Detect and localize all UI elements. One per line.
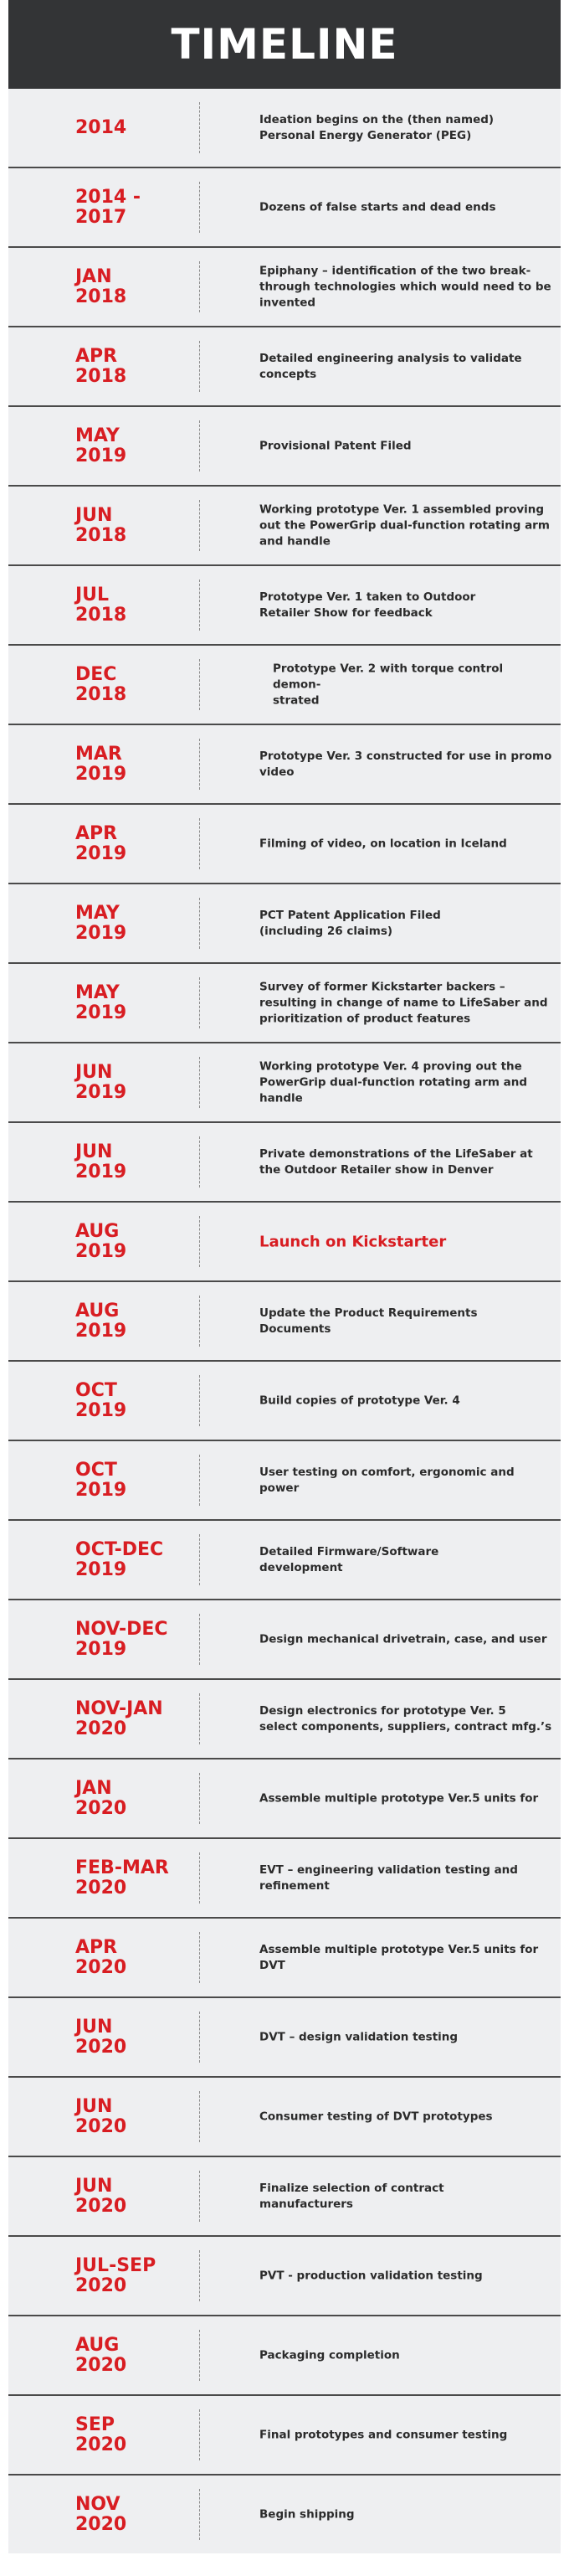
milestone-description: Detailed engineering analysis to validate concepts [259,351,522,381]
dashed-divider [199,341,200,392]
timeline-row [8,1123,561,1203]
dashed-divider [199,1057,200,1108]
dashed-divider [199,1852,200,1904]
milestone-date: 2014 - 2017 [75,186,141,228]
dashed-divider [199,102,200,153]
milestone-description: Private demonstrations of the LifeSaber at the Outdoor Retailer show in Denver [259,1146,533,1177]
milestone-date: AUG 2019 [75,1220,127,1262]
dashed-divider [199,2091,200,2142]
milestone-date: JAN 2020 [75,1777,127,1819]
milestone-date: MAY 2019 [75,425,127,466]
milestone-description: Survey of former Kickstarter backers – resulting in change of name to LifeSaber and prioritization of product features [259,980,548,1025]
dashed-divider [199,659,200,710]
milestone-date: JUN 2020 [75,2095,127,2137]
dashed-divider [199,500,200,551]
timeline-row [8,89,561,168]
dashed-divider [199,898,200,949]
timeline-row [8,1362,561,1441]
milestone-date: OCT 2019 [75,1379,127,1421]
dashed-divider [199,1136,200,1188]
dashed-divider [199,420,200,471]
dashed-divider [199,1216,200,1267]
milestone-description: Begin shipping [259,2507,355,2521]
dashed-divider [199,2012,200,2063]
milestone-description-highlight: Launch on Kickstarter [259,1233,447,1250]
dashed-divider [199,1296,200,1347]
dashed-divider [199,977,200,1028]
milestone-date: MAY 2019 [75,902,127,944]
timeline-row [8,1680,561,1759]
milestone-description: Assemble multiple prototype Ver.5 units for DVT [259,1942,539,1972]
timeline-row [8,407,561,487]
milestone-date: OCT 2019 [75,1459,127,1501]
milestone-date: JUN 2020 [75,2175,127,2217]
milestone-description: User testing on comfort, ergonomic and power [259,1465,515,1495]
milestone-description: PVT - production validation testing [259,2269,483,2282]
milestone-date: JUL-SEP 2020 [75,2254,156,2296]
milestone-date: FEB-MAR 2020 [75,1857,169,1899]
timeline-row [8,168,561,248]
dashed-divider [199,2171,200,2222]
milestone-description: Detailed Firmware/Software development [259,1544,439,1574]
milestone-description: Working prototype Ver. 4 proving out the PowerGrip dual-function rotating arm and handle [259,1059,528,1105]
milestone-date: APR 2019 [75,822,127,864]
milestone-date: 2014 [75,116,127,138]
milestone-description: Working prototype Ver. 1 assembled proving out the PowerGrip dual-function rotating arm and handle [259,502,550,548]
timeline-row [8,487,561,566]
milestone-description: Provisional Patent Filed [259,439,412,452]
milestone-description: EVT – engineering validation testing and refinement [259,1862,518,1893]
timeline-row [8,884,561,964]
dashed-divider [199,2409,200,2460]
timeline-row [8,964,561,1043]
timeline-row [8,1441,561,1521]
milestone-date: NOV-JAN 2020 [75,1698,163,1739]
timeline-header [8,0,561,89]
dashed-divider [199,1455,200,1506]
dashed-divider [199,261,200,312]
timeline-row [8,725,561,805]
milestone-description: Prototype Ver. 2 with torque control demon- strated [273,662,504,707]
milestone-date: MAR 2019 [75,743,127,785]
timeline-row [8,1839,561,1919]
timeline-infographic [8,0,561,2553]
timeline-row [8,1282,561,1362]
milestone-date: SEP 2020 [75,2414,127,2455]
timeline-row [8,1759,561,1839]
dashed-divider [199,2250,200,2301]
timeline-row [8,327,561,407]
dashed-divider [199,739,200,790]
milestone-description: Design mechanical drivetrain, case, and user [259,1632,547,1646]
milestone-date: JUN 2018 [75,504,127,546]
dashed-divider [199,2489,200,2540]
dashed-divider [199,580,200,631]
dashed-divider [199,1693,200,1744]
milestone-date: JUL 2018 [75,584,127,626]
timeline-row [8,2237,561,2316]
milestone-date: JAN 2018 [75,265,127,307]
timeline-row [8,1919,561,1998]
page-title: TIMELINE [171,20,398,69]
milestone-date: JUN 2019 [75,1061,127,1103]
milestone-description: Prototype Ver. 3 constructed for use in promo video [259,749,552,779]
dashed-divider [199,1773,200,1824]
timeline-row [8,1998,561,2078]
milestone-description: Update the Product Requirements Documents [259,1306,478,1336]
timeline-row [8,1600,561,1680]
milestone-description: Design electronics for prototype Ver. 5 select components, suppliers, contract mfg.’s [259,1703,552,1734]
dashed-divider [199,1375,200,1426]
timeline-row [8,2157,561,2237]
timeline-row [8,1521,561,1600]
timeline-row [8,2476,561,2553]
timeline-list [8,89,561,2553]
milestone-description: Consumer testing of DVT prototypes [259,2110,493,2123]
milestone-date: APR 2020 [75,1936,127,1978]
timeline-row [8,1203,561,1282]
timeline-row [8,2078,561,2157]
milestone-description: DVT – design validation testing [259,2030,459,2043]
dashed-divider [199,1614,200,1665]
dashed-divider [199,1534,200,1585]
milestone-description: Final prototypes and consumer testing [259,2428,508,2441]
milestone-date: APR 2018 [75,345,127,387]
milestone-date: OCT-DEC 2019 [75,1538,164,1580]
milestone-description: Dozens of false starts and dead ends [259,200,496,214]
milestone-date: AUG 2020 [75,2334,127,2376]
milestone-description: Ideation begins on the (then named) Personal Energy Generator (PEG) [259,112,495,142]
milestone-description: Filming of video, on location in Iceland [259,837,507,850]
milestone-description: Prototype Ver. 1 taken to Outdoor Retailer Show for feedback [259,590,476,620]
milestone-date: JUN 2020 [75,2016,127,2058]
milestone-description: Assemble multiple prototype Ver.5 units for [259,1791,539,1805]
milestone-date: AUG 2019 [75,1300,127,1342]
milestone-date: NOV-DEC 2019 [75,1618,168,1660]
timeline-row [8,805,561,884]
milestone-description: PCT Patent Application Filed (including 26 claims) [259,908,441,938]
dashed-divider [199,1932,200,1983]
dashed-divider [199,818,200,869]
milestone-description: Build copies of prototype Ver. 4 [259,1394,460,1407]
milestone-description: Packaging completion [259,2348,400,2362]
timeline-row [8,566,561,646]
milestone-date: DEC 2018 [75,663,127,705]
milestone-description: Finalize selection of contract manufacturers [259,2181,444,2211]
milestone-description: Epiphany – identification of the two break- through technologies which would need to be invented [259,264,551,309]
timeline-row [8,646,561,725]
milestone-date: NOV 2020 [75,2493,127,2535]
dashed-divider [199,2330,200,2381]
timeline-row [8,2396,561,2476]
timeline-row [8,1043,561,1123]
milestone-date: MAY 2019 [75,981,127,1023]
timeline-row [8,2316,561,2396]
dashed-divider [199,182,200,233]
milestone-date: JUN 2019 [75,1141,127,1182]
timeline-row [8,248,561,327]
